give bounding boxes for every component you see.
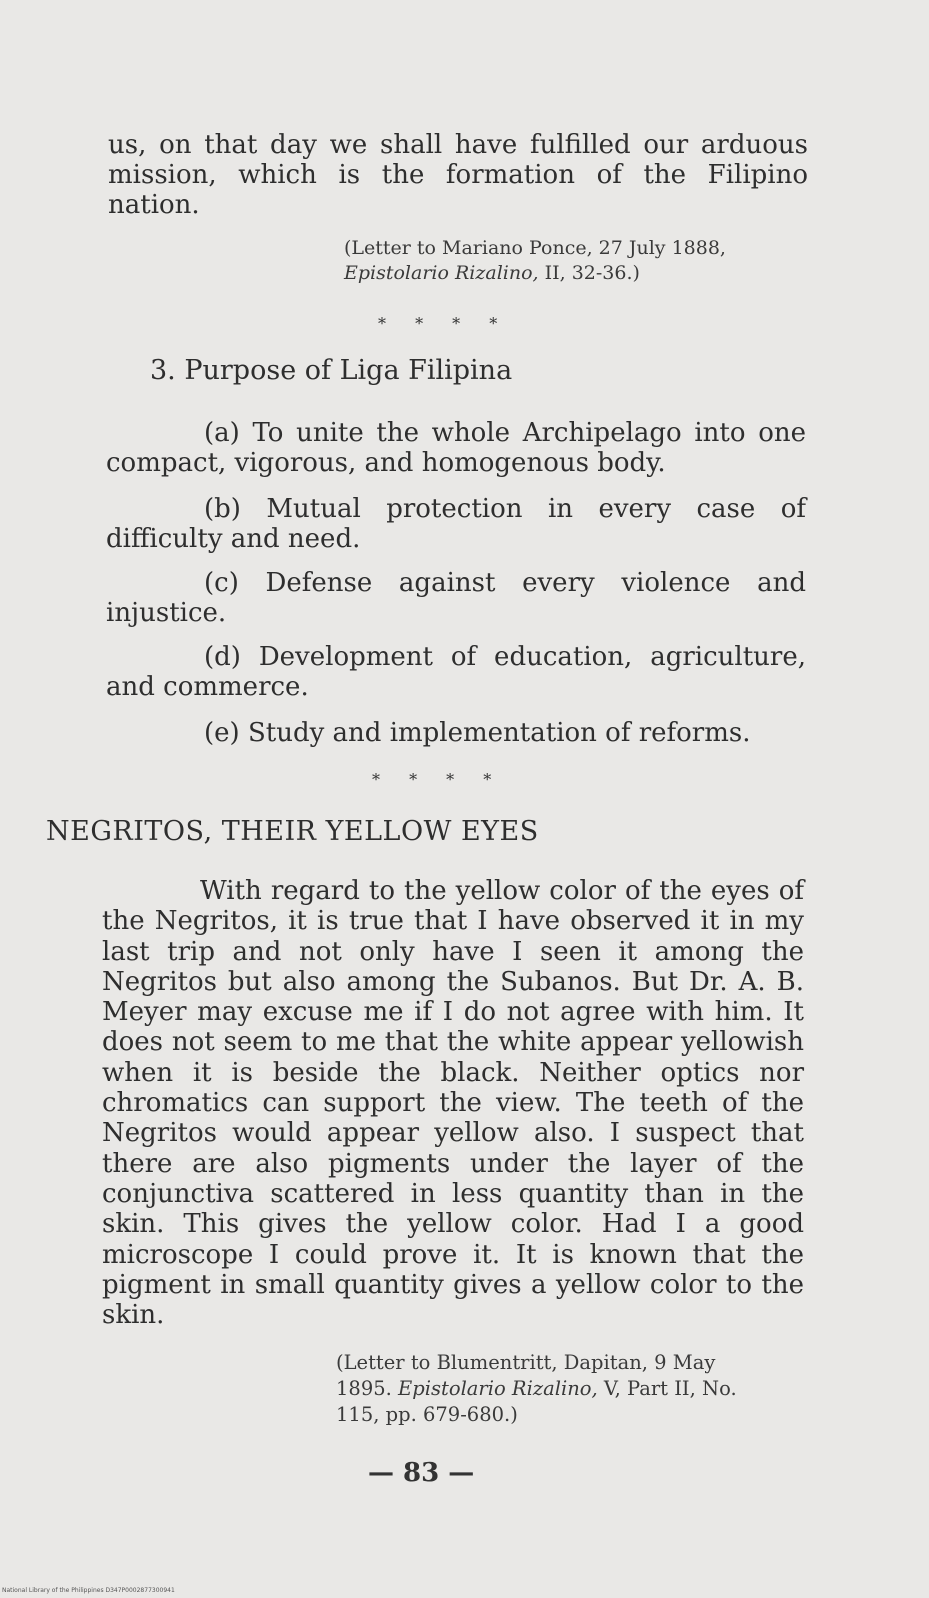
list-item: (b) Mutual protection in every case of difficulty and need. (106, 494, 806, 554)
citation-mariano-ponce (344, 236, 814, 286)
archive-footer: National Library of the Philippines D347P0002877300941 (2, 1587, 175, 1594)
citation-line: 115, pp. 679-680.) (336, 1403, 518, 1426)
list-item: (d) Development of education, agriculture, and commerce. (106, 642, 806, 702)
list-item: (a) To unite the whole Archipelago into one compact, vigorous, and homogenous body. (106, 418, 806, 478)
list-item: (c) Defense against every violence and injustice. (106, 568, 806, 628)
body-paragraph: With regard to the yellow color of the eyes of the Negritos, it is true that I have observed it in my last trip and not only have I seen it among the Negritos but also among the Subanos. But Dr. A. B. Meyer may excuse me if I do not agree with him. It does not seem to me that the white appear yellowish when it is beside the black. Neither optics nor chromatics can support the view. The teeth of the Negritos would appear yellow also. I suspect that there are also pigments under the layer of the conjunctiva scattered in less quantity than in the skin. This gives the yellow color. Had I a good microscope I could prove it. It is known that the pigment in small quantity gives a yellow color to the skin. (102, 876, 804, 1331)
section-3-title: 3. Purpose of Liga Filipina (150, 355, 513, 386)
citation-blumentritt (336, 1350, 806, 1428)
top-paragraph: us, on that day we shall have fulfilled our arduous mission, which is the formation of the Filipino nation. (108, 130, 808, 220)
citation-book-title: Epistolario Rizalino, (344, 262, 539, 284)
citation-reference: V, Part II, No. (597, 1377, 737, 1400)
citation-line (336, 1376, 806, 1402)
list-item: (e) Study and implementation of reforms. (204, 718, 751, 748)
citation-year: 1895. (336, 1377, 399, 1400)
citation-reference: II, 32-36.) (538, 262, 640, 284)
section-heading: NEGRITOS, THEIR YELLOW EYES (46, 816, 539, 847)
page-number: — 83 — (368, 1458, 475, 1488)
section-separator: * * * * (378, 314, 510, 333)
citation-line (344, 261, 814, 286)
citation-book-title: Epistolario Rizalino, (398, 1377, 598, 1400)
citation-line: (Letter to Blumentritt, Dapitan, 9 May (336, 1351, 716, 1374)
citation-line: (Letter to Mariano Ponce, 27 July 1888, (344, 237, 726, 259)
section-separator: * * * * (372, 770, 504, 789)
